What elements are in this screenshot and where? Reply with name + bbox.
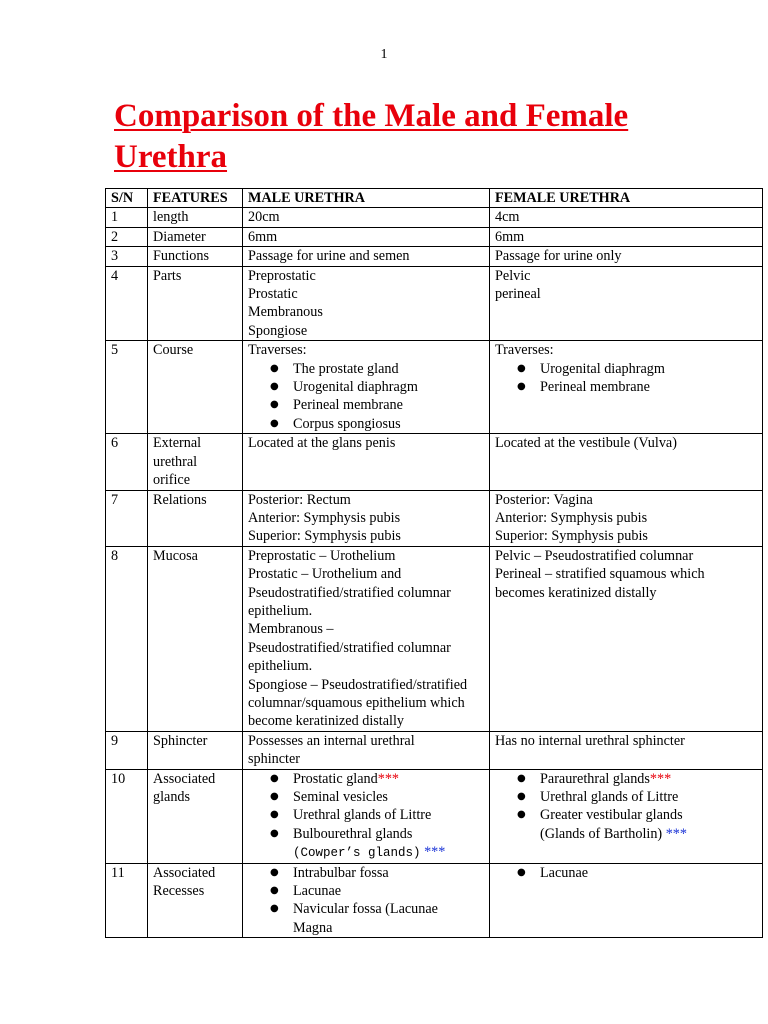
- row-feature: length: [148, 208, 243, 227]
- text-line: sphincter: [248, 751, 301, 768]
- list-item: ● Perineal membrane: [248, 396, 484, 414]
- row-feature: [148, 434, 243, 490]
- table-row: [106, 434, 763, 490]
- text-line: become keratinized distally: [248, 713, 405, 730]
- row-feature: Relations: [148, 490, 243, 546]
- item-text: Urethral glands of Littre: [293, 807, 432, 824]
- text-line: Traverses:: [248, 342, 307, 359]
- list-item: ● Corpus spongiosus: [248, 415, 484, 433]
- text-line: orifice: [153, 472, 191, 489]
- table-row: [106, 546, 763, 731]
- text-line: glands: [153, 789, 191, 805]
- list-item: [495, 806, 757, 843]
- asterisk-mark: ***: [424, 844, 446, 861]
- asterisk-mark: ***: [665, 825, 687, 842]
- list-item: ● Urogenital diaphragm: [495, 360, 757, 378]
- table-row: [106, 731, 763, 769]
- row-sn: 2: [106, 227, 148, 246]
- row-male: [243, 863, 490, 938]
- text-line: perineal: [495, 286, 541, 303]
- text-line: Associated: [153, 864, 216, 881]
- row-male: [243, 769, 490, 863]
- item-text: Seminal vesicles: [293, 789, 388, 805]
- item-text: Prostatic gland: [293, 770, 378, 787]
- table-row: [106, 863, 763, 938]
- text-line: Perineal – stratified squamous which: [495, 566, 705, 583]
- row-sn: 5: [106, 341, 148, 434]
- row-female: Located at the vestibule (Vulva): [490, 434, 763, 490]
- item-text: ● Navicular fossa (Lacunae: [293, 901, 438, 918]
- row-feature: Diameter: [148, 227, 243, 246]
- header-male: MALE URETHRA: [243, 189, 490, 208]
- list-item: [248, 788, 484, 806]
- list-item: ● Perineal membrane: [495, 378, 757, 396]
- text-line: Pseudostratified/stratified columnar: [248, 639, 451, 656]
- bullet-list: [495, 770, 757, 844]
- text-line: Preprostatic: [248, 267, 316, 284]
- text-line: becomes keratinized distally: [495, 584, 657, 601]
- text-line: Pelvic: [495, 267, 531, 284]
- row-sn: 4: [106, 266, 148, 341]
- text-line: Superior: Symphysis pubis: [248, 528, 401, 545]
- row-male: [243, 490, 490, 546]
- text-line: epithelium.: [248, 602, 313, 619]
- list-item: ● Lacunae: [495, 864, 757, 882]
- text-line: Prostatic: [248, 286, 298, 303]
- item-text-continued: (Cowper’s glands): [293, 846, 421, 861]
- list-item: [248, 825, 484, 863]
- row-feature: [148, 769, 243, 863]
- list-item: ● Lacunae: [248, 882, 484, 900]
- bullet-list: [495, 360, 757, 397]
- item-text-continued: (Glands of Bartholin): [540, 825, 663, 842]
- row-sn: 3: [106, 247, 148, 266]
- asterisk-mark: ***: [377, 770, 399, 787]
- row-male: Passage for urine and semen: [243, 247, 490, 266]
- row-sn: 9: [106, 731, 148, 769]
- table-header-row: [106, 189, 763, 208]
- text-line: Traverses:: [495, 342, 554, 359]
- table-row: [106, 490, 763, 546]
- row-feature: [148, 863, 243, 938]
- table-row: [106, 227, 763, 246]
- comparison-table: [105, 188, 763, 938]
- row-female: 6mm: [490, 227, 763, 246]
- item-text: Urethral glands of Littre: [540, 789, 679, 805]
- row-female: [490, 341, 763, 434]
- list-item: [248, 806, 484, 824]
- text-line: columnar/squamous epithelium which: [248, 694, 465, 711]
- list-item: [495, 770, 757, 788]
- text-line: Posterior: Vagina: [495, 491, 593, 508]
- row-feature: Course: [148, 341, 243, 434]
- bullet-list: [248, 770, 484, 863]
- header-sn: S/N: [106, 189, 148, 208]
- list-item: ● Urogenital diaphragm: [248, 378, 484, 396]
- table-row: [106, 769, 763, 863]
- row-male: [243, 731, 490, 769]
- row-male: [243, 266, 490, 341]
- text-line: Superior: Symphysis pubis: [495, 528, 648, 545]
- text-line: Possesses an internal urethral: [248, 732, 415, 749]
- row-male: Located at the glans penis: [243, 434, 490, 490]
- header-features: FEATURES: [148, 189, 243, 208]
- page-number: 1: [380, 47, 388, 62]
- row-sn: 10: [106, 769, 148, 863]
- text-line: Membranous: [248, 304, 323, 321]
- list-item: ● The prostate gland: [248, 360, 484, 378]
- text-line: Spongiose – Pseudostratified/stratified: [248, 676, 468, 693]
- row-sn: 1: [106, 208, 148, 227]
- row-sn: 6: [106, 434, 148, 490]
- row-feature: Functions: [148, 247, 243, 266]
- table-row: [106, 341, 763, 434]
- bullet-list: [495, 864, 757, 882]
- item-text: Paraurethral glands: [540, 770, 650, 787]
- list-item: [495, 788, 757, 806]
- item-text: ● Greater vestibular glands: [540, 807, 683, 824]
- row-female: 4cm: [490, 208, 763, 227]
- row-male: [243, 546, 490, 731]
- text-line: Pelvic – Pseudostratified columnar: [495, 547, 694, 564]
- row-male: 6mm: [243, 227, 490, 246]
- text-line: External: [153, 435, 202, 452]
- row-feature: Parts: [148, 266, 243, 341]
- row-male: 20cm: [243, 208, 490, 227]
- text-line: Prostatic – Urothelium and: [248, 566, 402, 583]
- table-row: [106, 266, 763, 341]
- text-line: Associated: [153, 770, 216, 787]
- text-line: Membranous –: [248, 621, 334, 638]
- row-feature: Sphincter: [148, 731, 243, 769]
- text-line: Anterior: Symphysis pubis: [495, 509, 648, 526]
- text-line: Recesses: [153, 883, 205, 900]
- row-sn: 7: [106, 490, 148, 546]
- table-row: [106, 247, 763, 266]
- header-female: FEMALE URETHRA: [490, 189, 763, 208]
- bullet-list: [248, 864, 484, 938]
- row-female: Has no internal urethral sphincter: [490, 731, 763, 769]
- row-sn: 11: [106, 863, 148, 938]
- text-line: epithelium.: [248, 658, 313, 675]
- asterisk-mark: ***: [649, 770, 672, 787]
- row-feature: Mucosa: [148, 546, 243, 731]
- table-row: [106, 208, 763, 227]
- item-text: ● Bulbourethral glands: [293, 825, 413, 842]
- row-female: Passage for urine only: [490, 247, 763, 266]
- list-item: [248, 770, 484, 788]
- text-line: urethral: [153, 453, 198, 470]
- row-male: [243, 341, 490, 434]
- page-title: Comparison of the Male and Female Urethra: [114, 98, 629, 175]
- text-line: Anterior: Symphysis pubis: [248, 509, 401, 526]
- bullet-list: [248, 360, 484, 434]
- row-female: [490, 546, 763, 731]
- row-sn: 8: [106, 546, 148, 731]
- list-item: [248, 900, 484, 937]
- text-line: Pseudostratified/stratified columnar: [248, 584, 451, 601]
- row-female: [490, 769, 763, 863]
- row-female: [490, 490, 763, 546]
- row-female: [490, 863, 763, 938]
- row-female: [490, 266, 763, 341]
- text-line: Preprostatic – Urothelium: [248, 547, 396, 564]
- item-text-continued: Magna: [293, 919, 333, 936]
- text-line: Posterior: Rectum: [248, 491, 351, 508]
- text-line: Spongiose: [248, 322, 308, 339]
- list-item: ● Intrabulbar fossa: [248, 864, 484, 882]
